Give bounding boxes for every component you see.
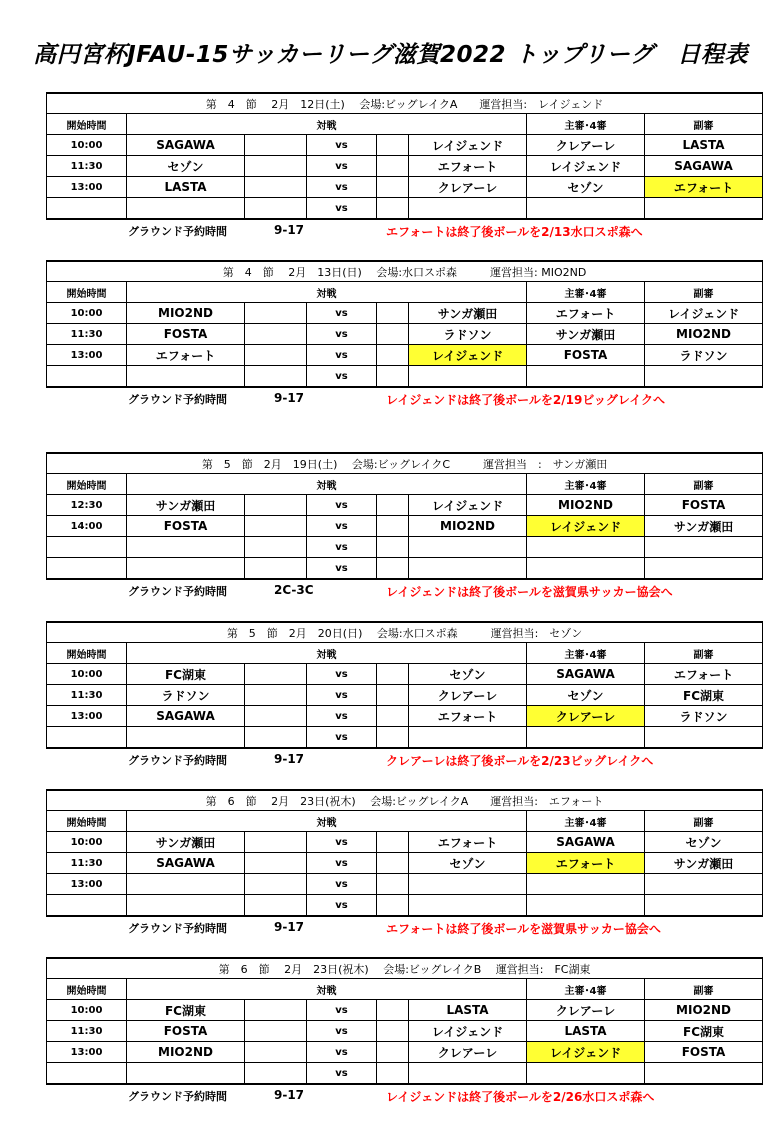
col-start-time: 開始時間 xyxy=(47,979,127,1000)
section-header: 第 5 節 2月 20日(日) 会場:水口スポ森 運営担当: セゾン xyxy=(47,622,763,643)
schedule-section xyxy=(46,260,740,408)
col-start-time: 開始時間 xyxy=(47,811,127,832)
match-time xyxy=(47,558,127,580)
table-row xyxy=(47,495,763,516)
away-team: レイジェンド xyxy=(409,345,527,366)
match-time: 14:00 xyxy=(47,516,127,537)
col-referee-sub: 副審 xyxy=(645,643,763,664)
match-time: 10:00 xyxy=(47,303,127,324)
home-team xyxy=(127,366,245,388)
match-time xyxy=(47,198,127,220)
table-row xyxy=(47,706,763,727)
ground-reserve-label: グラウンド予約時間 xyxy=(128,225,227,238)
home-team: SAGAWA xyxy=(127,135,245,156)
empty-cell xyxy=(245,156,307,177)
empty-cell xyxy=(377,156,409,177)
away-team: エフォート xyxy=(409,706,527,727)
empty-cell xyxy=(377,345,409,366)
table-row xyxy=(47,516,763,537)
table-row xyxy=(47,156,763,177)
empty-cell xyxy=(377,874,409,895)
home-team: LASTA xyxy=(127,177,245,198)
match-time: 11:30 xyxy=(47,685,127,706)
ground-reserve-time: 9-17 xyxy=(274,752,305,766)
match-time: 10:00 xyxy=(47,832,127,853)
referee-main: FOSTA xyxy=(527,345,645,366)
col-referee-sub: 副審 xyxy=(645,979,763,1000)
home-team: FOSTA xyxy=(127,324,245,345)
empty-cell xyxy=(245,516,307,537)
col-match: 対戦 xyxy=(127,282,527,303)
home-team: サンガ瀬田 xyxy=(127,495,245,516)
vs-label: vs xyxy=(307,537,377,558)
referee-sub: LASTA xyxy=(645,135,763,156)
home-team: FC湖東 xyxy=(127,1000,245,1021)
col-start-time: 開始時間 xyxy=(47,643,127,664)
referee-main: クレアーレ xyxy=(527,135,645,156)
home-team xyxy=(127,727,245,749)
vs-label: vs xyxy=(307,324,377,345)
match-time: 13:00 xyxy=(47,706,127,727)
col-referee-main: 主審･4審 xyxy=(527,282,645,303)
col-match: 対戦 xyxy=(127,979,527,1000)
away-team: セゾン xyxy=(409,664,527,685)
table-row xyxy=(47,345,763,366)
home-team xyxy=(127,198,245,220)
referee-sub: FOSTA xyxy=(645,1042,763,1063)
vs-label: vs xyxy=(307,495,377,516)
referee-sub: サンガ瀬田 xyxy=(645,516,763,537)
ground-reserve-label: グラウンド予約時間 xyxy=(128,754,227,767)
schedule-section xyxy=(46,957,732,1105)
col-referee-main: 主審･4審 xyxy=(527,811,645,832)
empty-cell xyxy=(245,177,307,198)
empty-cell xyxy=(377,853,409,874)
ground-reserve-label: グラウンド予約時間 xyxy=(128,922,227,935)
col-referee-sub: 副審 xyxy=(645,114,763,135)
empty-cell xyxy=(245,345,307,366)
referee-sub: FC湖東 xyxy=(645,685,763,706)
empty-cell xyxy=(377,1021,409,1042)
match-time: 13:00 xyxy=(47,177,127,198)
vs-label: vs xyxy=(307,177,377,198)
col-match: 対戦 xyxy=(127,643,527,664)
away-team xyxy=(409,537,527,558)
table-row xyxy=(47,537,763,558)
section-header: 第 4 節 2月 12日(土) 会場:ビッグレイクA 運営担当: レイジェンド xyxy=(47,93,763,114)
referee-main: クレアーレ xyxy=(527,706,645,727)
referee-sub xyxy=(645,366,763,388)
empty-cell xyxy=(377,303,409,324)
section-footer xyxy=(46,917,732,937)
match-time: 10:00 xyxy=(47,135,127,156)
empty-cell xyxy=(377,135,409,156)
section-footer xyxy=(46,388,732,408)
home-team: MIO2ND xyxy=(127,1042,245,1063)
away-team: LASTA xyxy=(409,1000,527,1021)
match-time: 11:30 xyxy=(47,156,127,177)
away-team xyxy=(409,558,527,580)
ground-reserve-time: 9-17 xyxy=(274,391,305,405)
away-team: クレアーレ xyxy=(409,177,527,198)
home-team: セゾン xyxy=(127,156,245,177)
home-team xyxy=(127,895,245,917)
section-footer xyxy=(46,580,732,600)
table-row xyxy=(47,895,763,917)
referee-main: エフォート xyxy=(527,853,645,874)
col-referee-main: 主審･4審 xyxy=(527,979,645,1000)
section-footer xyxy=(46,220,732,240)
empty-cell xyxy=(245,727,307,749)
vs-label: vs xyxy=(307,664,377,685)
match-time: 10:00 xyxy=(47,664,127,685)
col-referee-sub: 副審 xyxy=(645,474,763,495)
empty-cell xyxy=(245,324,307,345)
home-team: ラドソン xyxy=(127,685,245,706)
empty-cell xyxy=(377,706,409,727)
referee-sub: ラドソン xyxy=(645,345,763,366)
match-time: 11:30 xyxy=(47,853,127,874)
away-team: クレアーレ xyxy=(409,685,527,706)
referee-main: SAGAWA xyxy=(527,832,645,853)
empty-cell xyxy=(245,832,307,853)
vs-label: vs xyxy=(307,1000,377,1021)
referee-main: レイジェンド xyxy=(527,516,645,537)
empty-cell xyxy=(377,664,409,685)
match-time: 11:30 xyxy=(47,1021,127,1042)
vs-label: vs xyxy=(307,135,377,156)
schedule-section xyxy=(46,789,732,937)
vs-label: vs xyxy=(307,895,377,917)
empty-cell xyxy=(377,177,409,198)
home-team: FOSTA xyxy=(127,516,245,537)
empty-cell xyxy=(377,685,409,706)
schedule-section xyxy=(46,621,732,769)
referee-main xyxy=(527,558,645,580)
referee-sub: レイジェンド xyxy=(645,303,763,324)
referee-sub xyxy=(645,537,763,558)
referee-sub xyxy=(645,874,763,895)
empty-cell xyxy=(377,198,409,220)
empty-cell xyxy=(245,853,307,874)
match-time xyxy=(47,366,127,388)
table-row xyxy=(47,832,763,853)
ground-reserve-time: 9-17 xyxy=(274,1088,305,1102)
away-team: MIO2ND xyxy=(409,516,527,537)
vs-label: vs xyxy=(307,198,377,220)
table-row xyxy=(47,324,763,345)
empty-cell xyxy=(377,1000,409,1021)
vs-label: vs xyxy=(307,558,377,580)
table-row xyxy=(47,1021,763,1042)
empty-cell xyxy=(245,895,307,917)
col-referee-main: 主審･4審 xyxy=(527,643,645,664)
col-start-time: 開始時間 xyxy=(47,114,127,135)
referee-main: サンガ瀬田 xyxy=(527,324,645,345)
referee-sub xyxy=(645,558,763,580)
ground-reserve-label: グラウンド予約時間 xyxy=(128,393,227,406)
vs-label: vs xyxy=(307,366,377,388)
vs-label: vs xyxy=(307,1042,377,1063)
ball-note: レイジェンドは終了後ボールを2/26水口スポ森へ xyxy=(386,1090,655,1104)
away-team: エフォート xyxy=(409,832,527,853)
away-team: レイジェンド xyxy=(409,495,527,516)
vs-label: vs xyxy=(307,156,377,177)
empty-cell xyxy=(377,895,409,917)
table-row xyxy=(47,685,763,706)
away-team: セゾン xyxy=(409,853,527,874)
empty-cell xyxy=(377,1042,409,1063)
page-title: 高円宮杯JFAU-15サッカーリーグ滋賀2022 トップリーグ 日程表 xyxy=(33,42,748,68)
referee-main: エフォート xyxy=(527,303,645,324)
referee-main xyxy=(527,366,645,388)
empty-cell xyxy=(377,516,409,537)
col-referee-sub: 副審 xyxy=(645,811,763,832)
referee-sub xyxy=(645,895,763,917)
referee-main xyxy=(527,1063,645,1085)
referee-main: MIO2ND xyxy=(527,495,645,516)
schedule-table xyxy=(46,957,763,1085)
away-team xyxy=(409,366,527,388)
vs-label: vs xyxy=(307,685,377,706)
vs-label: vs xyxy=(307,1021,377,1042)
table-row xyxy=(47,1042,763,1063)
referee-sub: FOSTA xyxy=(645,495,763,516)
ball-note: エフォートは終了後ボールを滋賀県サッカー協会へ xyxy=(386,922,661,936)
referee-main xyxy=(527,895,645,917)
table-row xyxy=(47,853,763,874)
table-row xyxy=(47,303,763,324)
empty-cell xyxy=(245,537,307,558)
home-team: FOSTA xyxy=(127,1021,245,1042)
empty-cell xyxy=(245,706,307,727)
vs-label: vs xyxy=(307,516,377,537)
empty-cell xyxy=(377,727,409,749)
col-start-time: 開始時間 xyxy=(47,474,127,495)
empty-cell xyxy=(245,685,307,706)
schedule-table xyxy=(46,260,763,388)
table-row xyxy=(47,727,763,749)
referee-sub: ラドソン xyxy=(645,706,763,727)
away-team: サンガ瀬田 xyxy=(409,303,527,324)
empty-cell xyxy=(245,1000,307,1021)
referee-sub: エフォート xyxy=(645,177,763,198)
match-time: 13:00 xyxy=(47,1042,127,1063)
empty-cell xyxy=(245,495,307,516)
referee-main xyxy=(527,874,645,895)
col-referee-main: 主審･4審 xyxy=(527,114,645,135)
empty-cell xyxy=(245,366,307,388)
home-team: エフォート xyxy=(127,345,245,366)
home-team xyxy=(127,558,245,580)
away-team xyxy=(409,1063,527,1085)
table-row xyxy=(47,874,763,895)
home-team xyxy=(127,1063,245,1085)
empty-cell xyxy=(377,366,409,388)
match-time: 12:30 xyxy=(47,495,127,516)
schedule-table xyxy=(46,621,763,749)
empty-cell xyxy=(377,1063,409,1085)
table-row xyxy=(47,177,763,198)
table-row xyxy=(47,135,763,156)
referee-sub xyxy=(645,1063,763,1085)
ball-note: エフォートは終了後ボールを2/13水口スポ森へ xyxy=(386,225,643,239)
match-time: 11:30 xyxy=(47,324,127,345)
referee-sub: サンガ瀬田 xyxy=(645,853,763,874)
empty-cell xyxy=(245,135,307,156)
empty-cell xyxy=(245,664,307,685)
ball-note: レイジェンドは終了後ボールを2/19ビッグレイクへ xyxy=(386,393,666,407)
referee-main: クレアーレ xyxy=(527,1000,645,1021)
match-time: 13:00 xyxy=(47,345,127,366)
match-time: 10:00 xyxy=(47,1000,127,1021)
referee-main xyxy=(527,198,645,220)
referee-main xyxy=(527,537,645,558)
empty-cell xyxy=(245,1021,307,1042)
section-header: 第 6 節 2月 23日(祝木) 会場:ビッグレイクA 運営担当: エフォート xyxy=(47,790,763,811)
vs-label: vs xyxy=(307,303,377,324)
table-row xyxy=(47,1000,763,1021)
section-header: 第 6 節 2月 23日(祝木) 会場:ビッグレイクB 運営担当: FC湖東 xyxy=(47,958,763,979)
table-row xyxy=(47,198,763,220)
home-team: SAGAWA xyxy=(127,853,245,874)
match-time xyxy=(47,1063,127,1085)
vs-label: vs xyxy=(307,874,377,895)
referee-main: セゾン xyxy=(527,685,645,706)
section-footer xyxy=(46,749,732,769)
schedule-section xyxy=(46,92,732,240)
ground-reserve-time: 9-17 xyxy=(274,920,305,934)
home-team: MIO2ND xyxy=(127,303,245,324)
schedule-table xyxy=(46,92,763,220)
vs-label: vs xyxy=(307,832,377,853)
referee-sub: セゾン xyxy=(645,832,763,853)
col-match: 対戦 xyxy=(127,474,527,495)
away-team: クレアーレ xyxy=(409,1042,527,1063)
empty-cell xyxy=(377,832,409,853)
home-team: SAGAWA xyxy=(127,706,245,727)
schedule-table xyxy=(46,452,763,580)
referee-sub: FC湖東 xyxy=(645,1021,763,1042)
home-team: FC湖東 xyxy=(127,664,245,685)
col-match: 対戦 xyxy=(127,114,527,135)
vs-label: vs xyxy=(307,345,377,366)
col-match: 対戦 xyxy=(127,811,527,832)
col-start-time: 開始時間 xyxy=(47,282,127,303)
empty-cell xyxy=(245,874,307,895)
referee-main: LASTA xyxy=(527,1021,645,1042)
match-time xyxy=(47,895,127,917)
section-footer xyxy=(46,1085,732,1105)
away-team xyxy=(409,895,527,917)
empty-cell xyxy=(377,537,409,558)
match-time xyxy=(47,537,127,558)
schedule-section xyxy=(46,452,732,600)
vs-label: vs xyxy=(307,706,377,727)
empty-cell xyxy=(245,303,307,324)
match-time: 13:00 xyxy=(47,874,127,895)
table-row xyxy=(47,1063,763,1085)
table-row xyxy=(47,558,763,580)
col-referee-main: 主審･4審 xyxy=(527,474,645,495)
home-team xyxy=(127,874,245,895)
ball-note: レイジェンドは終了後ボールを滋賀県サッカー協会へ xyxy=(386,585,673,599)
referee-sub: SAGAWA xyxy=(645,156,763,177)
referee-main: セゾン xyxy=(527,177,645,198)
away-team xyxy=(409,727,527,749)
table-row xyxy=(47,366,763,388)
away-team: エフォート xyxy=(409,156,527,177)
referee-sub: MIO2ND xyxy=(645,324,763,345)
vs-label: vs xyxy=(307,727,377,749)
schedule-table xyxy=(46,789,763,917)
referee-main: レイジェンド xyxy=(527,156,645,177)
home-team: サンガ瀬田 xyxy=(127,832,245,853)
table-row xyxy=(47,664,763,685)
ball-note: クレアーレは終了後ボールを2/23ビッグレイクへ xyxy=(386,754,654,768)
ground-reserve-label: グラウンド予約時間 xyxy=(128,585,227,598)
empty-cell xyxy=(377,324,409,345)
referee-main xyxy=(527,727,645,749)
away-team xyxy=(409,874,527,895)
ground-reserve-time: 9-17 xyxy=(274,223,305,237)
empty-cell xyxy=(377,558,409,580)
empty-cell xyxy=(245,1042,307,1063)
empty-cell xyxy=(377,495,409,516)
ground-reserve-time: 2C-3C xyxy=(274,583,314,597)
empty-cell xyxy=(245,198,307,220)
vs-label: vs xyxy=(307,853,377,874)
empty-cell xyxy=(245,1063,307,1085)
away-team: レイジェンド xyxy=(409,135,527,156)
referee-main: SAGAWA xyxy=(527,664,645,685)
referee-main: レイジェンド xyxy=(527,1042,645,1063)
referee-sub xyxy=(645,198,763,220)
away-team: レイジェンド xyxy=(409,1021,527,1042)
away-team: ラドソン xyxy=(409,324,527,345)
referee-sub: エフォート xyxy=(645,664,763,685)
section-header: 第 4 節 2月 13日(日) 会場:水口スポ森 運営担当: MIO2ND xyxy=(47,261,763,282)
empty-cell xyxy=(245,558,307,580)
referee-sub: MIO2ND xyxy=(645,1000,763,1021)
vs-label: vs xyxy=(307,1063,377,1085)
section-header: 第 5 節 2月 19日(土) 会場:ビッグレイクC 運営担当 : サンガ瀬田 xyxy=(47,453,763,474)
home-team xyxy=(127,537,245,558)
col-referee-sub: 副審 xyxy=(645,282,763,303)
ground-reserve-label: グラウンド予約時間 xyxy=(128,1090,227,1103)
away-team xyxy=(409,198,527,220)
referee-sub xyxy=(645,727,763,749)
match-time xyxy=(47,727,127,749)
